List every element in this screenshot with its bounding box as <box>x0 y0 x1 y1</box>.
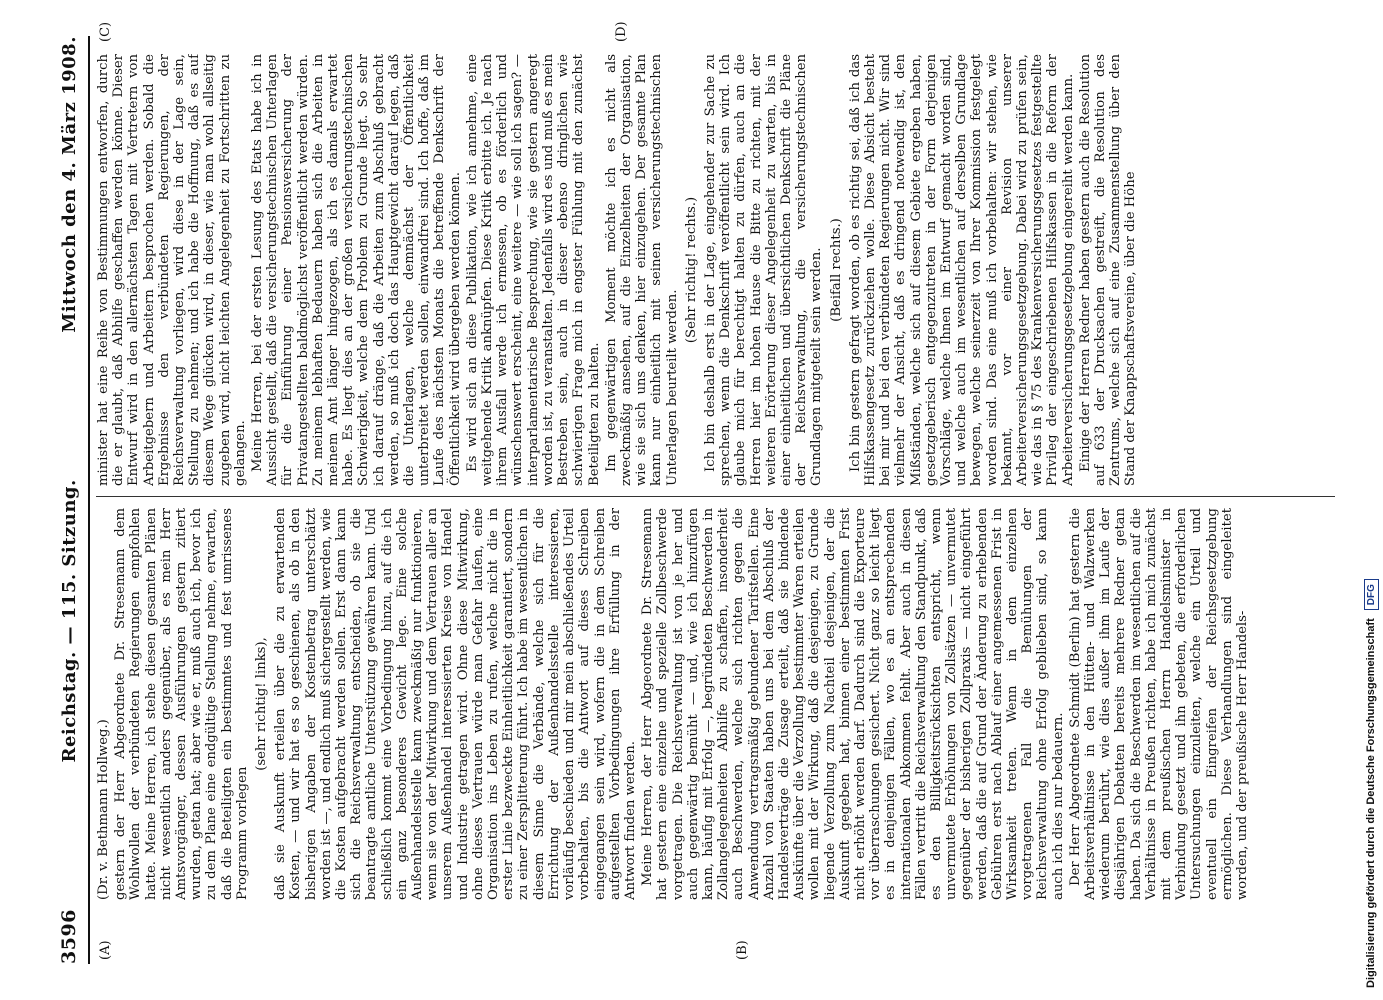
paragraph: Es wird sich an diese Publikation, wie ich annehme, eine weitgehende Kritik anknüpfen. Diese Kritik erbitte ich. Je nach ihrem Ausfall werde ich ermessen, ob es förderlich und wünschenswert erscheint, eine weitere — wie soll ich sagen? — interparlamentarische Besprechung, wie sie gestern angeregt worden ist, zu veranstalten. Jedenfalls wird es und muß es mein Bestreben sein, auch in dieser ebenso dringlichen wie schwierigen Frage mich in engster Fühlung mit den zunächst Beteiligten zu halten. <box>464 54 602 486</box>
interjection: (Sehr richtig! rechts.) <box>683 196 699 344</box>
digitization-credit <box>1360 12 1382 988</box>
interjection: (sehr richtig! links), <box>254 637 270 771</box>
paragraph: gestern der Herr Abgeordnete Dr. Stresemann dem Wohlwollen der verbündeten Regierungen empfohlen hatte. Meine Herren, ich stehe diesen gesamten Plänen nicht wesentlich anders gegenüber, als es mein Herr Amtsvorgänger, dessen Ausführungen gestern zitiert wurden, getan hat; aber wie er, muß auch ich, bevor ich zu dem Plane eine endgültige Stellung nehme, erwarten, daß die Beteiligten ein bestimmtes und fest umrissenes Programm vorlegen <box>113 508 250 900</box>
paragraph: Meine Herren, der Herr Abgeordnete Dr. Stresemann hat gestern eine einzelne und spezielle Zollbeschwerde vorgetragen. Die Reichsverwaltung ist von je her und auch gegenwärtig bemüht — und, wie ich hinzufügen kann, häufig mit Erfolg —, begründeten Beschwerden in Zollangelegenheiten Abhilfe zu schaffen, insonderheit auch Beschwerden, welche sich richten gegen die Anwendung vertragsmäßig gebundener Tarifstellen. Eine Anzahl von Staaten haben uns bei dem Abschluß der Handelsverträge die Zusage erteilt, daß sie bindende Auskünfte über die Verzollung bestimmter Waren erteilen wollen mit der Wirkung, daß die desjenigen, zu Grunde liegende Verzollung zum Nachteil desjenigen, der die Auskunft gegeben hat, binnen einer bestimmten Frist nicht erhöht werden darf. Dadurch sind die Exporteure vor überraschungen gesichert. Nicht ganz so leicht liegt es in denjenigen Fällen, wo es an entsprechenden internationalen Abkommen fehlt. Aber auch in diesen Fällen vertritt die Reichsverwaltung den Standpunkt, daß es den Billigkeitsrücksichten entspricht, wenn unvermutete Erhöhungen von Zollsätzen — unvermutet gegenüber der bisherigen Zollpraxis — nicht eingeführt werden, daß die auf Grund der Änderung zu erhebenden Gebühren erst nach Ablauf einer angemessenen Frist in Wirksamkeit treten. Wenn in dem einzelnen vorgetragenen Fall die Bemühungen der Reichsverwaltung ohne Erfolg geblieben sind, so kann auch ich dies nur bedauern. <box>640 508 1066 900</box>
margin-marker-c: (C) <box>98 21 113 42</box>
credit-text: Digitalisierung gefördert durch die Deutsche Forschungsgemeinschaft <box>1365 618 1377 988</box>
paragraph: Einige der Herren Redner haben gestern auch die Resolution auf 633 der Drucksachen gestreift, die Resolution des Zentrums, welche sich auf eine Zusammenstellung über den Stand der Knappschaftsvereine, über die Höhe <box>1077 54 1139 486</box>
margin-marker-a: (A) <box>98 940 113 960</box>
paragraph: minister hat eine Reihe von Bestimmungen entworfen, durch die er glaubt, daß Abhilfe geschaffen werden könne. Dieser Entwurf wird in den allernächsten Tagen mit Vertretern von Arbeitgebern und Arbeitern besprochen werden. Sobald die Ergebnisse den verbündeten Regierungen, der Reichsverwaltung vorliegen, wird diese in der Lage sein, Stellung zu nehmen; und ich habe die Hoffnung, daß es auf diesem Wege glücken wird, in dieser, wie man wohl allseitig zugeben wird, nicht leichten Angelegenheit zu Fortschritten zu gelangen. <box>96 54 248 486</box>
paragraph: Meine Herren, bei der ersten Lesung des Etats habe ich in Aussicht gestellt, daß die versicherungstechnischen Unterlagen für die Einführung einer Pensionsversicherung der Privatangestellten baldmöglichst veröffentlicht werden würden. Zu meinem lebhaften Bedauern haben sich die Arbeiten in meinem Amt länger hingezogen, als ich es damals erwartet habe. Es liegt dies an der großen versicherungstechnischen Schwierigkeit, welche dem Problem zu Grunde liegt. So sehr ich darauf dränge, daß die Arbeiten zum Abschluß gebracht werden, so muß ich doch das Hauptgewicht darauf legen, daß die Unterlagen, welche demnächst der Öffentlichkeit unterbreitet werden sollen, einwandfrei sind. Ich hoffe, daß im Laufe des nächsten Monats die betreffende Denkschrift der Öffentlichkeit wird übergeben werden können. <box>250 54 463 486</box>
paragraph: Ich bin gestern gefragt worden, ob es richtig sei, daß ich das Hilfskassengesetz zurückziehen wolle. Diese Absicht besteht bei mir und bei den verbündeten Regierungen nicht. Wir sind vielmehr der Ansicht, daß es dringend notwendig ist, den Mißständen, welche sich auf diesem Gebiete ergeben haben, gesetzgeberisch entgegenzutreten in der Form derjenigen Vorschläge, welche Ihnen im Entwurf gemacht worden sind, und welche auch im wesentlichen auf derselben Grundlage bewegen, welche seinerzeit von Ihrer Kommission festgelegt worden sind. Das eine muß ich vorbehalten: wir stehen, wie bekannt, vor einer Revision unserer Arbeiterversicherungsgesetzgebung. Dabei wird zu prüfen sein, wie das in § 75 des Krankenversicherungsgesetzes festgestellte Privileg der eingeschriebenen Hilfskassen in die Reform der Arbeiterversicherungsgesetzgebung eingereiht werden kann. <box>847 54 1076 486</box>
margin-marker-d: (D) <box>614 21 629 42</box>
speaker-label: (Dr. v. Bethmann Hollweg.) <box>96 719 111 900</box>
paragraph: Der Herr Abgeordnete Schmidt (Berlin) hat gestern die Arbeitsverhältnisse in den Hütten- und Walzwerken wiederum berührt, wie dies außer ihm im Laufe der diesjährigen Debatten bereits mehrere Redner getan haben. Da sich die Beschwerden im wesentlichen auf die Verhältnisse in Preußen richten, habe ich mich zunächst mit dem preußischen Herrn Handelsminister in Verbindung gesetzt und ihn gebeten, die erforderlichen Untersuchungen einzuleiten, welche ein Urteil und eventuell ein Eingreifen der Reichsgesetzgebung ermöglichen. Diese Verhandlungen sind eingeleitet worden, und der preußische Herr Handels- <box>1067 508 1251 900</box>
page-header <box>52 36 86 964</box>
right-column <box>96 54 1347 486</box>
paragraph: Im gegenwärtigen Moment möchte ich es nicht als zweckmäßig ansehen, auf die Einzelheiten der Organisation, wie sie sich uns denken, hier einzugehen. Der gesamte Plan kann nur einheitlich mit seinen versicherungstechnischen Unterlagen beurteilt werden. <box>603 54 680 486</box>
column-divider <box>96 496 1335 497</box>
session-date: Mittwoch den 4. März 1908. <box>58 36 80 333</box>
margin-marker-b: (B) <box>735 940 750 960</box>
paragraph: Ich bin deshalb erst in der Lage, eingehender zur Sache zu sprechen, wenn die Denkschrift veröffentlicht sein wird. Ich glaube mich für berechtigt halten zu dürfen, auch an die Herren hier im hohen Hause die Bitte zu richten, mit der weiteren Erörterung dieser Angelegenheit zu warten, bis in einer einheitlichen und übersichtlichen Denkschrift die Pläne der Reichsverwaltung, die versicherungstechnischen Grundlagen mitgeteilt sein werden. <box>702 54 825 486</box>
left-column <box>96 508 1347 900</box>
paragraph: daß sie Auskunft erteilen über die zu erwartenden Kosten, — und wir hat es so geschienen, als ob in den bisherigen Angaben der Kostenbetrag unterschätzt worden ist —, und endlich muß sichergestellt werden, wie die Kosten aufgebracht werden sollen. Erst dann kann sich die Reichsverwaltung entscheiden, ob sie die beantragte amtliche Unterstützung gewähren kann. Und schließlich kommt eine Vorbedingung hinzu, auf die ich ein ganz besonderes Gewicht lege. Eine solche Außenhandelsstelle kann zweckmäßig nur funktionieren, wenn sie von der Mitwirkung und dem Vertrauen aller an unserem Außenhandel interessierten Kreise von Handel und Industrie getragen wird. Ohne diese Mitwirkung, ohne dieses Vertrauen würde man Gefahr laufen, eine Organisation ins Leben zu rufen, welche nicht die in erster Linie bezweckte Einheitlichkeit garantiert, sondern zu einer Zersplitterung führt. Ich habe im wesentlichen in diesem Sinne die Verbände, welche sich für die Errichtung der Außenhandelsstelle interessieren, vorläufig beschieden und mir mein abschließendes Urteil vorbehalten, bis die Antwort auf dieses Schreiben eingegangen sein wird, wofern die in dem Schreiben aufgestellten Vorbedingungen ihre Erfüllung in der Antwort finden werden. <box>273 508 638 900</box>
page-number: 3596 <box>58 909 80 964</box>
session-title: Reichstag. — 115. Sitzung. <box>58 479 80 763</box>
header-rule <box>88 36 90 964</box>
interjection: (Beifall rechts.) <box>828 218 844 322</box>
dfg-logo: DFG <box>1364 579 1379 610</box>
